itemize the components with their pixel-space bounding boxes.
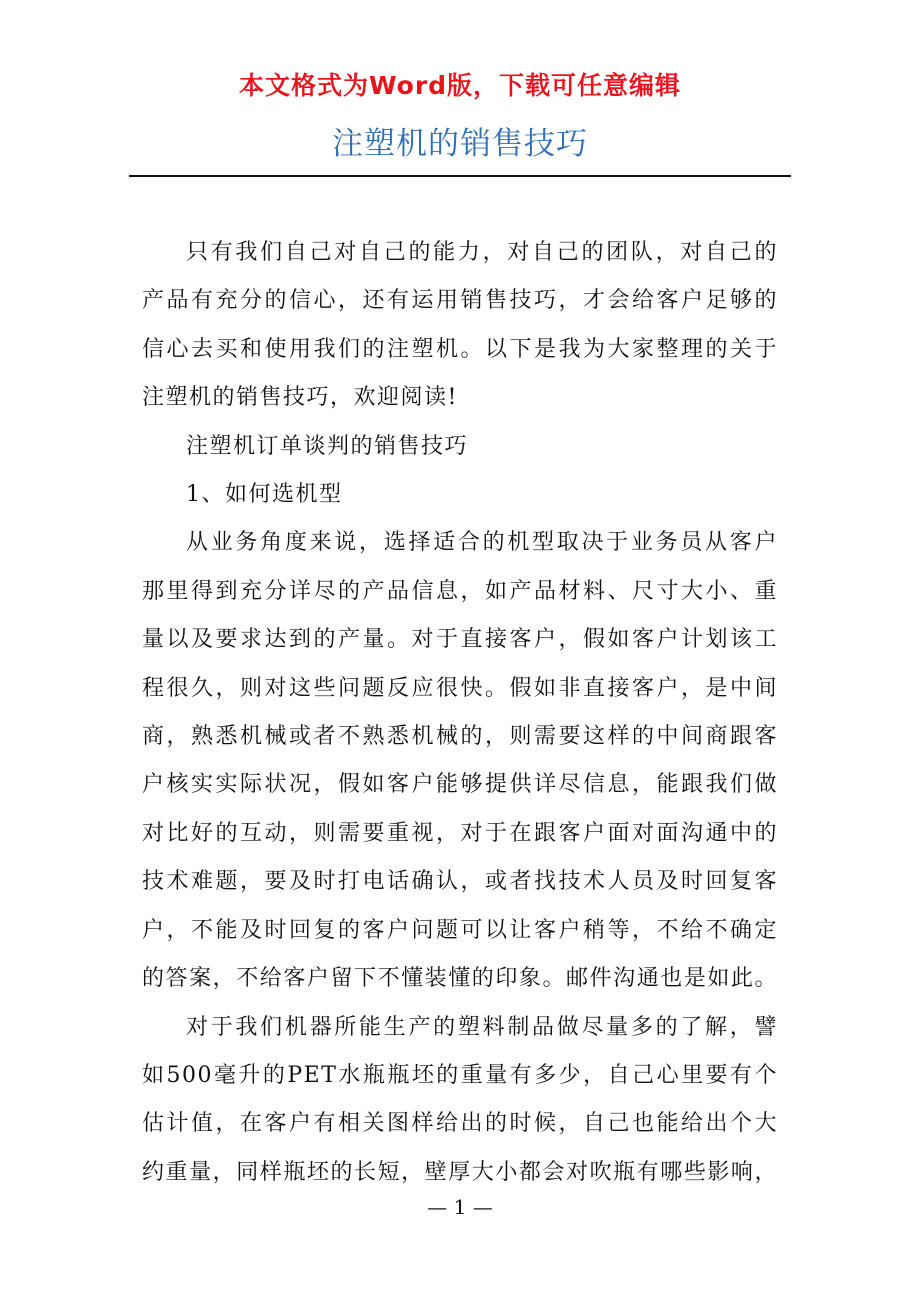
paragraph (142, 229, 778, 423)
title-divider (129, 175, 791, 177)
paragraph-line: 注塑机订单谈判的销售技巧 (186, 433, 469, 459)
paragraph-line: 估计值，在客户有相关图样给出的时候，自己也能给出个大 (142, 1111, 778, 1137)
page-number: — 1 — (427, 1195, 493, 1219)
paragraph-line: 的答案，不给客户留下不懂装懂的印象。邮件沟通也是如此。 (142, 966, 778, 992)
paragraph-line: 产品有充分的信心，还有运用销售技巧，才会给客户足够的 (142, 288, 778, 314)
document-title: 注塑机的销售技巧 (332, 126, 588, 162)
paragraph-line: 1、如何选机型 (186, 482, 343, 508)
paragraph-line: 户，不能及时回复的客户问题可以让客户稍等，不给不确定 (142, 917, 778, 943)
document-body (142, 229, 778, 1197)
paragraph (142, 1004, 778, 1198)
paragraph-line: 对比好的互动，则需要重视，对于在跟客户面对面沟通中的 (142, 820, 778, 846)
paragraph-line: 注塑机的销售技巧，欢迎阅读! (142, 385, 458, 411)
paragraph-line: 如500毫升的PET水瓶瓶坯的重量有多少，自己心里要有个 (142, 1062, 778, 1088)
paragraph (142, 519, 778, 1003)
paragraph-line: 技术难题，要及时打电话确认，或者找技术人员及时回复客 (142, 869, 778, 895)
paragraph-line: 信心去买和使用我们的注塑机。以下是我为大家整理的关于 (142, 336, 778, 362)
paragraph-line: 约重量，同样瓶坯的长短，壁厚大小都会对吹瓶有哪些影响， (142, 1159, 778, 1185)
paragraph-line: 那里得到充分详尽的产品信息，如产品材料、尺寸大小、重 (142, 578, 778, 604)
download-notice-banner: 本文格式为Word版，下载可任意编辑 (238, 71, 682, 100)
paragraph-line: 从业务角度来说，选择适合的机型取决于业务员从客户 (186, 530, 778, 556)
paragraph-line: 户核实实际状况，假如客户能够提供详尽信息，能跟我们做 (142, 772, 778, 798)
paragraph-line: 量以及要求达到的产量。对于直接客户，假如客户计划该工 (142, 627, 778, 653)
paragraph-line: 商，熟悉机械或者不熟悉机械的，则需要这样的中间商跟客 (142, 724, 778, 750)
paragraph-line: 程很久，则对这些问题反应很快。假如非直接客户，是中间 (142, 675, 778, 701)
paragraph-line: 只有我们自己对自己的能力，对自己的团队，对自己的 (186, 240, 778, 265)
paragraph (142, 471, 778, 519)
paragraph-line: 对于我们机器所能生产的塑料制品做尽量多的了解，譬 (186, 1014, 778, 1040)
paragraph (142, 423, 778, 471)
